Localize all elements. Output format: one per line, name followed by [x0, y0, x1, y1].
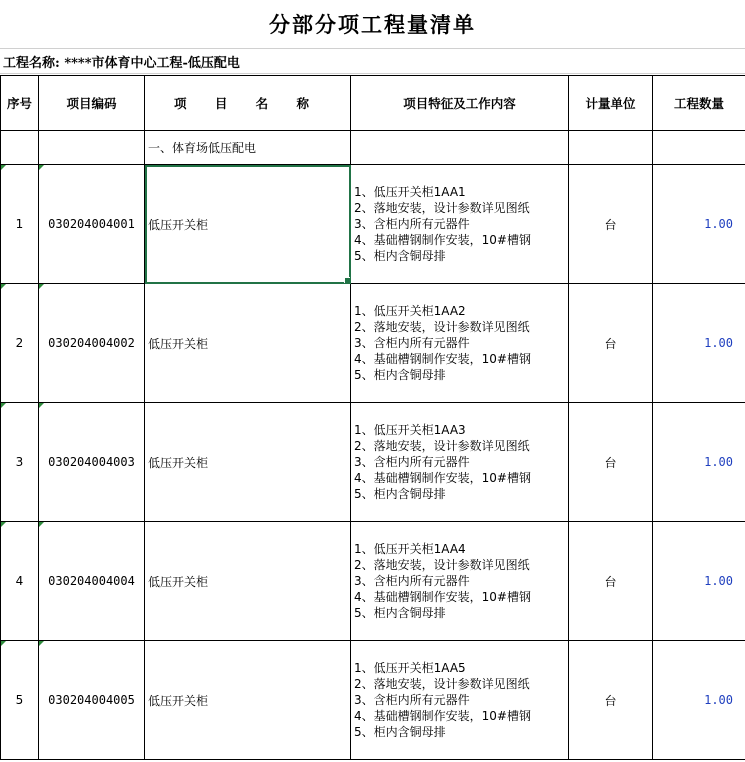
row-unit[interactable]: 台 — [569, 522, 653, 641]
section-unit-cell[interactable] — [569, 131, 653, 165]
bill-of-quantities-table — [0, 75, 745, 760]
row-code[interactable] — [39, 165, 145, 284]
section-features-cell[interactable] — [351, 131, 569, 165]
row-code-text: 030204004005 — [48, 693, 135, 707]
header-index[interactable]: 序号 — [1, 76, 39, 131]
header-quantity[interactable]: 工程数量 — [653, 76, 745, 131]
row-name-text: 低压开关柜 — [148, 455, 209, 470]
row-code-text: 030204004002 — [48, 336, 135, 350]
row-quantity[interactable]: 1.00 — [653, 165, 745, 284]
feature-line: 3、含柜内所有元器件 — [354, 336, 470, 350]
feature-line: 2、落地安装，设计参数详见图纸 — [354, 439, 530, 453]
row-name[interactable] — [145, 165, 351, 284]
table-row — [1, 284, 745, 403]
header-features[interactable]: 项目特征及工作内容 — [351, 76, 569, 131]
feature-line: 3、含柜内所有元器件 — [354, 455, 470, 469]
feature-line: 2、落地安装，设计参数详见图纸 — [354, 320, 530, 334]
feature-line: 5、柜内含铜母排 — [354, 487, 446, 501]
table-row — [1, 403, 745, 522]
error-indicator-icon — [1, 403, 6, 408]
project-name-cell[interactable] — [0, 49, 745, 74]
fill-handle[interactable] — [344, 277, 351, 284]
row-code[interactable] — [39, 522, 145, 641]
row-code[interactable] — [39, 284, 145, 403]
header-unit[interactable]: 计量单位 — [569, 76, 653, 131]
row-quantity[interactable]: 1.00 — [653, 522, 745, 641]
row-quantity[interactable]: 1.00 — [653, 284, 745, 403]
feature-line: 4、基础槽钢制作安装，10#槽钢 — [354, 471, 531, 485]
table-row — [1, 522, 745, 641]
row-features[interactable] — [351, 522, 569, 641]
row-name-text: 低压开关柜 — [148, 217, 209, 232]
row-name-text: 低压开关柜 — [148, 336, 209, 351]
feature-line: 3、含柜内所有元器件 — [354, 217, 470, 231]
feature-line: 4、基础槽钢制作安装，10#槽钢 — [354, 709, 531, 723]
row-code-text: 030204004003 — [48, 455, 135, 469]
error-indicator-icon — [39, 284, 44, 289]
row-features[interactable] — [351, 641, 569, 760]
sheet-title: 分部分项工程量清单 — [269, 12, 476, 37]
row-unit[interactable]: 台 — [569, 403, 653, 522]
row-index[interactable]: 4 — [1, 522, 39, 641]
row-name-text: 低压开关柜 — [148, 693, 209, 708]
feature-line: 1、低压开关柜1AA3 — [354, 423, 466, 437]
row-features[interactable] — [351, 403, 569, 522]
header-name[interactable]: 项 目 名 称 — [145, 76, 351, 131]
project-name: 工程名称: ****市体育中心工程-低压配电 — [3, 55, 240, 71]
feature-line: 2、落地安装，设计参数详见图纸 — [354, 677, 530, 691]
feature-line: 1、低压开关柜1AA4 — [354, 542, 466, 556]
row-code[interactable] — [39, 403, 145, 522]
row-index[interactable]: 2 — [1, 284, 39, 403]
row-quantity[interactable]: 1.00 — [653, 641, 745, 760]
row-features[interactable] — [351, 284, 569, 403]
feature-line: 5、柜内含铜母排 — [354, 368, 446, 382]
table-row — [1, 641, 745, 760]
header-row — [1, 76, 745, 131]
row-name[interactable] — [145, 284, 351, 403]
row-code[interactable] — [39, 641, 145, 760]
error-indicator-icon — [1, 522, 6, 527]
feature-line: 5、柜内含铜母排 — [354, 606, 446, 620]
feature-line: 4、基础槽钢制作安装，10#槽钢 — [354, 233, 531, 247]
row-unit[interactable]: 台 — [569, 284, 653, 403]
feature-line: 2、落地安装，设计参数详见图纸 — [354, 558, 530, 572]
row-name[interactable] — [145, 641, 351, 760]
feature-line: 4、基础槽钢制作安装，10#槽钢 — [354, 590, 531, 604]
section-index-cell[interactable] — [1, 131, 39, 165]
feature-line: 1、低压开关柜1AA2 — [354, 304, 466, 318]
error-indicator-icon — [39, 522, 44, 527]
section-quantity-cell[interactable] — [653, 131, 745, 165]
feature-line: 1、低压开关柜1AA1 — [354, 185, 466, 199]
row-name[interactable] — [145, 403, 351, 522]
section-title[interactable]: 一、体育场低压配电 — [145, 131, 351, 165]
row-index[interactable]: 5 — [1, 641, 39, 760]
section-code-cell[interactable] — [39, 131, 145, 165]
feature-line: 2、落地安装，设计参数详见图纸 — [354, 201, 530, 215]
row-index[interactable]: 3 — [1, 403, 39, 522]
row-name-text: 低压开关柜 — [148, 574, 209, 589]
error-indicator-icon — [1, 165, 6, 170]
feature-line: 3、含柜内所有元器件 — [354, 693, 470, 707]
feature-line: 5、柜内含铜母排 — [354, 249, 446, 263]
error-indicator-icon — [39, 641, 44, 646]
row-index[interactable]: 1 — [1, 165, 39, 284]
row-code-text: 030204004001 — [48, 217, 135, 231]
error-indicator-icon — [39, 403, 44, 408]
error-indicator-icon — [39, 165, 44, 170]
feature-line: 1、低压开关柜1AA5 — [354, 661, 466, 675]
error-indicator-icon — [1, 641, 6, 646]
row-code-text: 030204004004 — [48, 574, 135, 588]
title-cell[interactable] — [0, 0, 745, 49]
feature-line: 3、含柜内所有元器件 — [354, 574, 470, 588]
header-code[interactable]: 项目编码 — [39, 76, 145, 131]
feature-line: 5、柜内含铜母排 — [354, 725, 446, 739]
row-name[interactable] — [145, 522, 351, 641]
error-indicator-icon — [1, 284, 6, 289]
row-quantity[interactable]: 1.00 — [653, 403, 745, 522]
row-features[interactable] — [351, 165, 569, 284]
row-unit[interactable]: 台 — [569, 641, 653, 760]
section-row — [1, 131, 745, 165]
table-row — [1, 165, 745, 284]
feature-line: 4、基础槽钢制作安装，10#槽钢 — [354, 352, 531, 366]
row-unit[interactable]: 台 — [569, 165, 653, 284]
